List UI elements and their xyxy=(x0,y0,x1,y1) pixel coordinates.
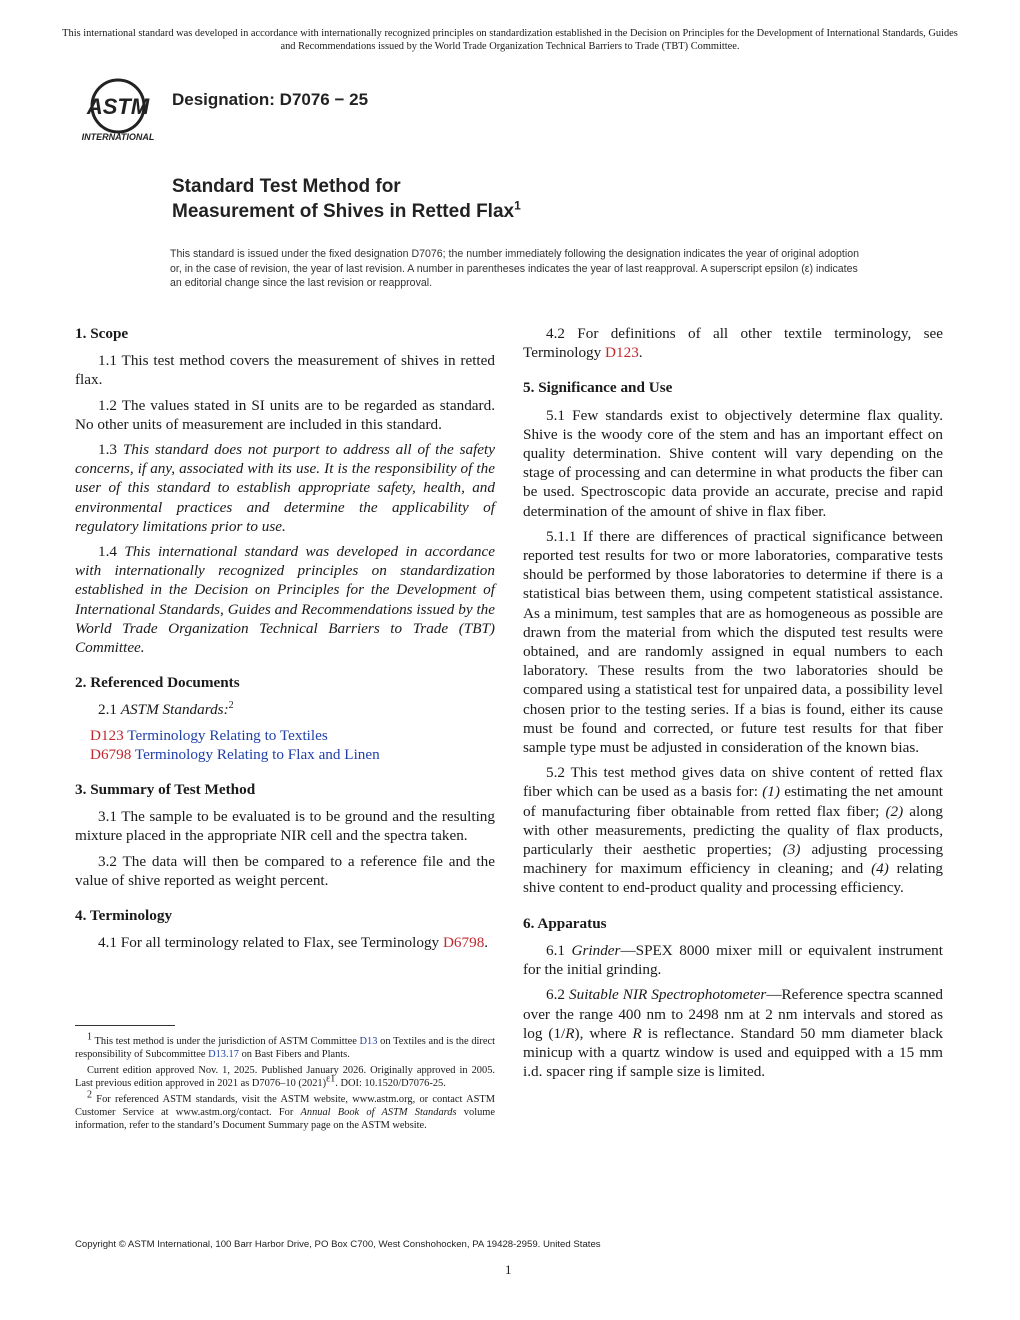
page-number: 1 xyxy=(505,1262,512,1277)
footnote-1-edition: Current edition approved Nov. 1, 2025. Published January 2026. Originally approved in 2005. Last previous edition approved in 2021 as D7076–10 $(2021)^{\varepsilon 1}$. DOI: 10.1520/D7076-25. xyxy=(75,1064,495,1090)
para-1-1: 1.1 This test method covers the measurement of shives in retted flax. xyxy=(75,352,495,389)
link-d123[interactable]: D123 xyxy=(605,344,639,362)
section-heading-referenced: 2. Referenced Documents xyxy=(75,674,240,692)
standard-notice: This international standard was developed in accordance with internationally recognized principles on standardization established in the Decision on Principles for the Development of International Standards, Guides and Recommendations issued by the World Trade Organization Technical Barriers to Trade (TBT) Committee. xyxy=(62,28,958,52)
footnote-divider xyxy=(75,1025,175,1026)
para-1-2: 1.2 The values stated in SI units are to be regarded as standard. No other units of measurement are included in this standard. xyxy=(75,396,495,433)
para-4-2: 4.2 For definitions of all other textile terminology, see Terminology D123. xyxy=(523,325,943,362)
title-line-2: Measurement of Shives in Retted Flax$^1$ xyxy=(172,198,521,222)
footnote-1: $^1$ This test method is under the jurisdiction of ASTM Committee D13 on Textiles and is the direct responsibility of Subcommittee D13.17 on Bast Fibers and Plants. xyxy=(75,1031,495,1061)
logo-subtext: INTERNATIONAL xyxy=(81,132,155,142)
para-3-1: 3.1 The sample to be evaluated is to be ground and the resulting mixture placed in the appropriate NIR cell and the spectra taken. xyxy=(75,808,495,845)
logo-text: ASTM xyxy=(86,94,150,119)
section-heading-significance: 5. Significance and Use xyxy=(523,379,673,397)
footnote-ref-2[interactable]: 2 xyxy=(228,700,234,712)
para-3-2: 3.2 The data will then be compared to a reference file and the value of shive reported as weight percent. xyxy=(75,852,495,889)
link-d13[interactable]: D13 xyxy=(359,1036,378,1047)
para-5-1: 5.1 Few standards exist to objectively determine flax quality. Shive is the woody core of the stem and has an important effect on quality determination. Shive content will vary depending on the stage of processing and can determine in what products the fiber can be used. Spectroscopic data provide an accurate, precise and rapid determination of the amount of shive in flax fiber. xyxy=(523,406,943,520)
link-d13-17[interactable]: D13.17 xyxy=(208,1049,239,1061)
para-1-3: 1.3 This standard does not purport to address all of the safety concerns, if any, associated with its use. It is the responsibility of the user of this standard to establish appropriate safety, health, and environmental practices and determine the applicability of regulatory limitations prior to use. xyxy=(75,441,495,535)
astm-logo xyxy=(76,76,162,146)
copyright-line: Copyright © ASTM International, 100 Barr Harbor Drive, PO Box C700, West Conshohocken, PA 19428-2959. United States xyxy=(75,1239,601,1250)
section-heading-terminology: 4. Terminology xyxy=(75,907,173,925)
reference-item[interactable]: D123 Terminology Relating to Textiles xyxy=(90,726,328,744)
para-6-2: 6.2 Suitable NIR Spectrophotometer—Reference spectra scanned over the range 400 nm to 2498 nm at 2 nm intervals and stored as log (1/R), where R is reflectance. Standard 50 mm diameter black minicup with a quartz window is used and equipped with a 15 mm i.d. spacer ring if sample size is limited. xyxy=(523,986,944,1081)
footnote-2: $^2$ For referenced ASTM standards, visit the ASTM website, www.astm.org, or contact ASTM Customer Service at www.astm.org/contact. For Annual Book of ASTM Standards volume information, refer to the standard’s Document Summary page on the ASTM website. xyxy=(75,1089,495,1132)
intro-statement: This standard is issued under the fixed designation D7076; the number immediately following the designation indicates the year of original adoption or, in the case of revision, the year of last revision. A number in parentheses indicates the year of last reapproval. A superscript epsilon (ε) indicates an editorial change since the last revision or reapproval. xyxy=(170,248,860,289)
section-heading-scope: 1. Scope xyxy=(75,325,129,342)
left-column xyxy=(75,322,495,958)
section-heading-summary: 3. Summary of Test Method xyxy=(75,781,256,799)
document-title xyxy=(172,174,521,224)
para-4-1: 4.1 For all terminology related to Flax, see Terminology D6798. xyxy=(98,934,489,952)
title-footnote-ref[interactable]: 1 xyxy=(514,198,521,213)
para-2-1: 2.1 ASTM Standards:$^2$ xyxy=(98,700,234,719)
right-column xyxy=(523,322,943,1087)
para-5-1-1: 5.1.1 If there are differences of practical significance between reported test results for two or more laboratories, comparative tests should be performed by those laboratories to determine if there is a statistical bias between them, using competent statistical assistance. As a minimum, test samples that are as homogeneous as possible are drawn from the material from which the disputed test results were obtained, and are randomly assigned in equal numbers to each laboratory. These results from the two laboratories should be compared using a statistical test for unpaired data, a possibility level chosen prior to the testing series. If a bias is found, either its cause must be found and corrected, or future test results for that fiber sample type must be adjusted in consideration of the known bias. xyxy=(523,527,943,757)
section-heading-apparatus: 6. Apparatus xyxy=(523,914,607,932)
para-1-4: 1.4 This international standard was developed in accordance with internationally recognized principles on standardization established in the Decision on Principles for the Development of International Standards, Guides and Recommendations issued by the World Trade Organization Technical Barriers to Trade (TBT) Committee. xyxy=(75,543,495,657)
designation: Designation: D7076 − 25 xyxy=(172,90,369,109)
link-d6798[interactable]: D6798 xyxy=(442,934,485,952)
reference-item[interactable]: D6798 Terminology Relating to Flax and Linen xyxy=(90,745,380,763)
para-6-1: 6.1 Grinder—SPEX 8000 mixer mill or equivalent instrument for the initial grinding. xyxy=(523,941,943,979)
title-line-1: Standard Test Method for xyxy=(172,176,401,197)
footnotes xyxy=(75,1031,495,1135)
para-5-2: 5.2 This test method gives data on shive content of retted flax fiber which can be used as a basis for: (1) estimating the net amount of manufacturing fiber obtainable from retted flax fiber; (2) along with other measurements, predicting the quality of flax products, particularly their aesthetic properties; (3) adjusting processing machinery for maximum efficiency in cleaning; and (4) relating shive content to end-product quality and processing efficiency. xyxy=(523,764,944,897)
